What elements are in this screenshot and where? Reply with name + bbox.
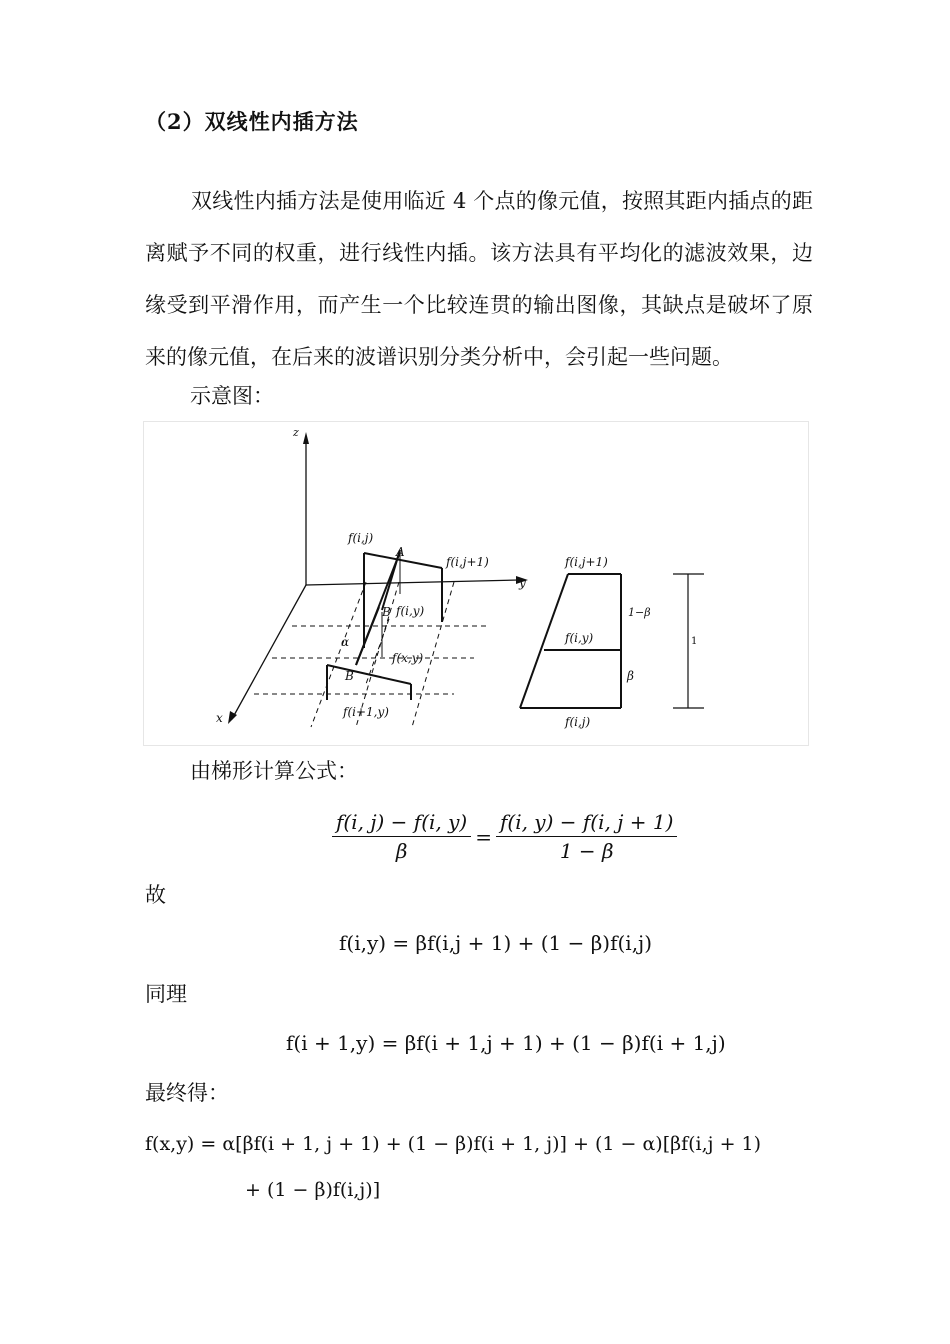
equals-sign: = [475, 824, 492, 849]
z-arrow-icon [303, 432, 309, 444]
label-B-upper: B [382, 605, 391, 619]
label-r-f-ij: f(i,j) [565, 715, 591, 729]
label-f-iy: f(i,y) [396, 604, 425, 618]
diagram-svg [144, 422, 808, 745]
body-paragraph [145, 175, 813, 383]
label-f-ij: f(i,j) [348, 531, 374, 545]
left-fraction [332, 808, 471, 865]
label-f-ij1: f(i,j+1) [446, 555, 489, 569]
paragraph-text: 双线性内插方法是使用临近 4 个点的像元值，按照其距内插点的距离赋予不同的权重，进行线性内插。该方法具有平均化的滤波效果，边缘受到平滑作用，而产生一个比较连贯的输出图像，其缺点是破坏了原来的像元值，在后来的波谱识别分类分析中，会引起一些问题。 [145, 189, 813, 369]
label-y: y [519, 576, 526, 590]
formula-f-i1y: f(i + 1,y) = βf(i + 1,j + 1) + (1 − β)f(i + 1,j) [286, 1031, 726, 1055]
label-r-f-ij1: f(i,j+1) [565, 555, 608, 569]
formula-f-iy: f(i,y) = βf(i,j + 1) + (1 − β)f(i,j) [339, 931, 653, 955]
trapezoid-intro: 由梯形计算公式： [190, 759, 358, 783]
formula-f-xy-line1: f(x,y) = α[βf(i + 1, j + 1) + (1 − β)f(i + 1, j)] + (1 − α)[βf(i,j + 1) [145, 1133, 762, 1155]
label-z: z [293, 426, 299, 439]
label-x: x [216, 711, 223, 725]
label-beta: β [627, 669, 634, 683]
right-numerator: f(i, y) − f(i, j + 1) [496, 808, 677, 837]
diagram-intro: 示意图： [190, 384, 274, 408]
label-f-xy: f(x,y) [392, 651, 424, 665]
label-A: A [396, 545, 405, 559]
label-B-lower: B [345, 669, 354, 683]
y-axis [306, 580, 519, 585]
label-alpha: α [341, 635, 350, 649]
section-heading: （2）双线性内插方法 [145, 109, 359, 134]
label-one-minus-beta: 1−β [628, 606, 651, 619]
similarly-text: 同理 [145, 982, 187, 1006]
label-one: 1 [691, 636, 698, 647]
right-denominator: 1 − β [559, 839, 614, 863]
formula-f-xy-line2: + (1 − β)f(i,j)] [245, 1179, 381, 1201]
bilinear-diagram [143, 421, 809, 746]
formula-ratio [332, 808, 677, 865]
height-bracket [673, 574, 704, 708]
left-numerator: f(i, j) − f(i, y) [332, 808, 471, 837]
finally-text: 最终得： [145, 1081, 229, 1105]
right-fraction [496, 808, 677, 865]
x-axis [232, 585, 306, 719]
label-f-i1y: f(i+1,y) [343, 705, 389, 719]
left-denominator: β [395, 839, 408, 863]
label-r-f-iy: f(i,y) [565, 631, 594, 645]
therefore-text: 故 [145, 883, 166, 907]
